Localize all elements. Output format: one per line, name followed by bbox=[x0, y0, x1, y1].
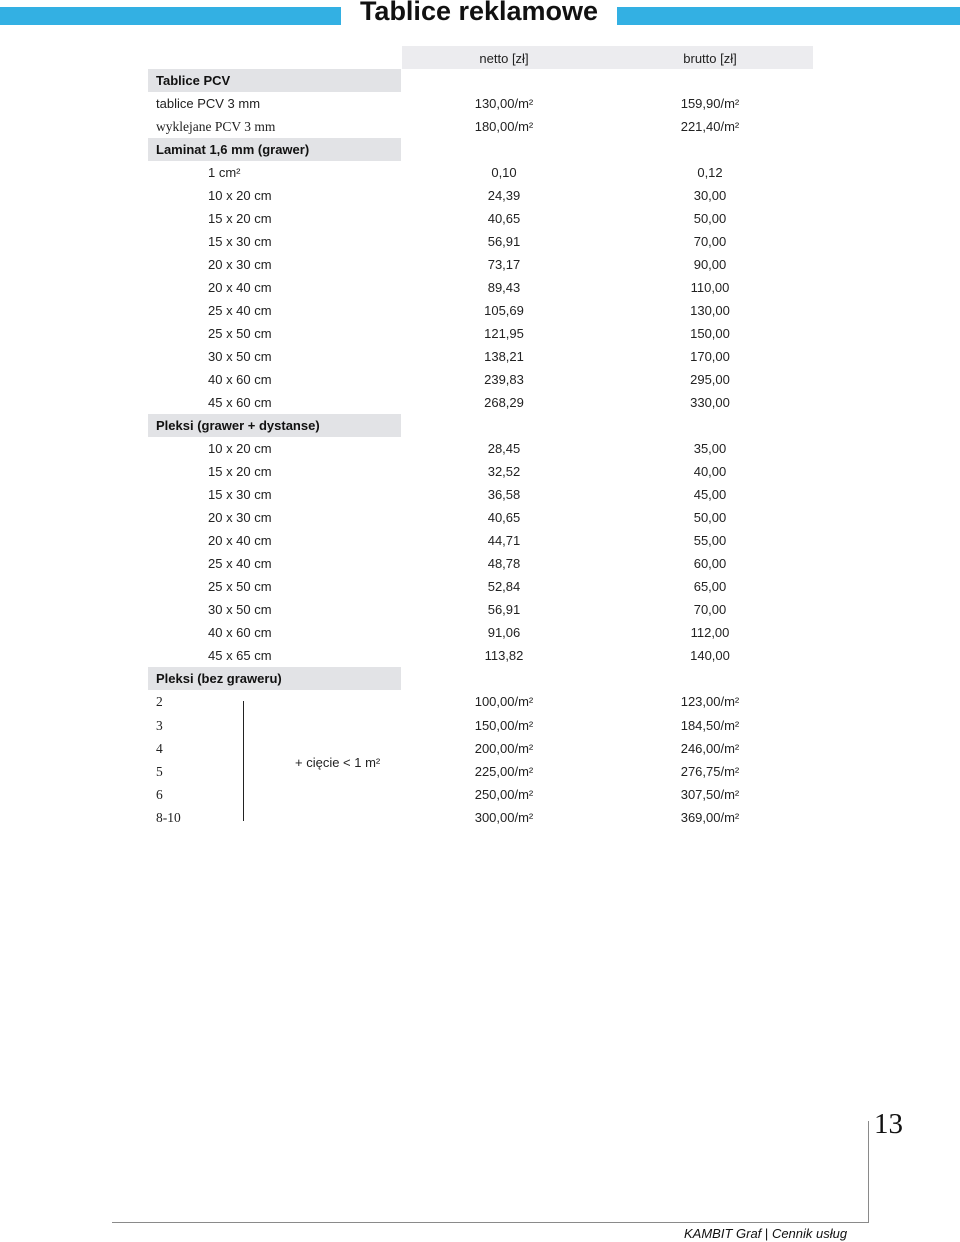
table-row bbox=[148, 644, 813, 667]
item-name: 25 x 50 cm bbox=[208, 326, 272, 341]
cutting-note: + cięcie < 1 m² bbox=[295, 755, 381, 770]
item-netto: 48,78 bbox=[487, 556, 521, 571]
item-name: 20 x 40 cm bbox=[208, 280, 272, 295]
footer-brand: KAMBIT Graf bbox=[684, 1226, 762, 1241]
table-row bbox=[148, 368, 813, 391]
item-brutto: 40,00 bbox=[693, 464, 727, 479]
table-row bbox=[148, 529, 813, 552]
page-number: 13 bbox=[874, 1108, 903, 1140]
item-brutto: 0,12 bbox=[697, 165, 723, 180]
item-brutto: 150,00 bbox=[690, 326, 730, 341]
item-netto: 300,00/m² bbox=[474, 810, 534, 825]
item-netto: 239,83 bbox=[484, 372, 524, 387]
item-name: 6 bbox=[156, 787, 163, 802]
item-netto: 105,69 bbox=[484, 303, 524, 318]
item-brutto: 112,00 bbox=[690, 625, 730, 640]
item-name: 40 x 60 cm bbox=[208, 372, 272, 387]
item-netto: 36,58 bbox=[487, 487, 521, 502]
item-netto: 150,00/m² bbox=[474, 718, 534, 733]
item-name: 15 x 30 cm bbox=[208, 487, 272, 502]
item-brutto: 130,00 bbox=[690, 303, 730, 318]
item-netto: 121,95 bbox=[484, 326, 524, 341]
table-row bbox=[148, 575, 813, 598]
section-header-pleksi-bez bbox=[148, 667, 813, 690]
item-netto: 225,00/m² bbox=[474, 764, 534, 779]
column-header-brutto: brutto [zł] bbox=[683, 51, 737, 66]
item-brutto: 70,00 bbox=[693, 602, 727, 617]
table-row bbox=[148, 598, 813, 621]
item-brutto: 184,50/m² bbox=[680, 718, 740, 733]
item-brutto: 30,00 bbox=[693, 188, 727, 203]
item-brutto: 50,00 bbox=[693, 211, 727, 226]
item-netto: 268,29 bbox=[484, 395, 524, 410]
item-brutto: 369,00/m² bbox=[680, 810, 740, 825]
item-name: 20 x 30 cm bbox=[208, 510, 272, 525]
item-brutto: 35,00 bbox=[693, 441, 727, 456]
header-bar-right bbox=[617, 7, 960, 25]
item-name: 20 x 40 cm bbox=[208, 533, 272, 548]
item-netto: 200,00/m² bbox=[474, 741, 534, 756]
item-name: 20 x 30 cm bbox=[208, 257, 272, 272]
table-row bbox=[148, 437, 813, 460]
table-row bbox=[148, 207, 813, 230]
item-brutto: 70,00 bbox=[693, 234, 727, 249]
footer-horizontal-rule bbox=[112, 1222, 869, 1223]
section-label: Pleksi (grawer + dystanse) bbox=[156, 418, 320, 433]
item-netto: 100,00/m² bbox=[474, 694, 534, 709]
table-row bbox=[148, 230, 813, 253]
item-netto: 91,06 bbox=[487, 625, 521, 640]
table-row bbox=[148, 714, 813, 737]
item-brutto: 140,00 bbox=[690, 648, 730, 663]
item-name: 3 bbox=[156, 718, 163, 733]
table-row bbox=[148, 737, 813, 760]
item-netto: 40,65 bbox=[487, 211, 521, 226]
item-netto: 28,45 bbox=[487, 441, 521, 456]
item-netto: 32,52 bbox=[487, 464, 521, 479]
item-name: tablice PCV 3 mm bbox=[156, 96, 261, 111]
table-row bbox=[148, 506, 813, 529]
header-bar-left bbox=[0, 7, 341, 25]
table-row bbox=[148, 690, 813, 713]
section-label: Laminat 1,6 mm (grawer) bbox=[156, 142, 310, 157]
item-netto: 130,00/m² bbox=[474, 96, 534, 111]
item-name: 15 x 20 cm bbox=[208, 464, 272, 479]
item-brutto: 45,00 bbox=[693, 487, 727, 502]
item-netto: 24,39 bbox=[487, 188, 521, 203]
item-brutto: 60,00 bbox=[693, 556, 727, 571]
section-header-pleksi-grawer bbox=[148, 414, 813, 437]
table-row bbox=[148, 276, 813, 299]
table-row bbox=[148, 253, 813, 276]
footer-separator: | bbox=[764, 1226, 769, 1241]
item-brutto: 90,00 bbox=[693, 257, 727, 272]
item-netto: 0,10 bbox=[491, 165, 517, 180]
item-netto: 40,65 bbox=[487, 510, 521, 525]
table-row bbox=[148, 92, 813, 115]
item-brutto: 221,40/m² bbox=[680, 119, 740, 134]
item-name: 25 x 40 cm bbox=[208, 303, 272, 318]
table-row bbox=[148, 391, 813, 414]
item-brutto: 307,50/m² bbox=[680, 787, 740, 802]
section-header-laminat bbox=[148, 138, 813, 161]
table-row bbox=[148, 184, 813, 207]
item-brutto: 65,00 bbox=[693, 579, 727, 594]
item-brutto: 170,00 bbox=[690, 349, 730, 364]
item-name: 40 x 60 cm bbox=[208, 625, 272, 640]
item-netto: 56,91 bbox=[487, 234, 521, 249]
item-netto: 56,91 bbox=[487, 602, 521, 617]
column-header-netto: netto [zł] bbox=[479, 51, 529, 66]
item-netto: 180,00/m² bbox=[474, 119, 534, 134]
item-name: 15 x 30 cm bbox=[208, 234, 272, 249]
item-brutto: 276,75/m² bbox=[680, 764, 740, 779]
table-row bbox=[148, 460, 813, 483]
section-header-pcv bbox=[148, 69, 813, 92]
item-netto: 89,43 bbox=[487, 280, 521, 295]
item-netto: 44,71 bbox=[487, 533, 521, 548]
item-brutto: 246,00/m² bbox=[680, 741, 740, 756]
item-name: 30 x 50 cm bbox=[208, 349, 272, 364]
item-brutto: 50,00 bbox=[693, 510, 727, 525]
group-bracket-line bbox=[243, 701, 244, 821]
table-row bbox=[148, 115, 813, 138]
item-netto: 73,17 bbox=[487, 257, 521, 272]
section-label: Pleksi (bez graweru) bbox=[156, 671, 282, 686]
footer-text bbox=[684, 1226, 847, 1241]
table-row bbox=[148, 806, 813, 829]
item-name: wyklejane PCV 3 mm bbox=[156, 119, 276, 134]
item-name: 15 x 20 cm bbox=[208, 211, 272, 226]
table-row bbox=[148, 299, 813, 322]
item-name: 30 x 50 cm bbox=[208, 602, 272, 617]
item-name: 5 bbox=[156, 764, 163, 779]
table-row bbox=[148, 483, 813, 506]
item-netto: 250,00/m² bbox=[474, 787, 534, 802]
item-netto: 138,21 bbox=[484, 349, 524, 364]
table-row bbox=[148, 161, 813, 184]
item-netto: 113,82 bbox=[484, 648, 524, 663]
section-label: Tablice PCV bbox=[156, 73, 231, 88]
table-row bbox=[148, 345, 813, 368]
item-name: 10 x 20 cm bbox=[208, 188, 272, 203]
table-row bbox=[148, 322, 813, 345]
item-brutto: 330,00 bbox=[690, 395, 730, 410]
item-name: 2 bbox=[156, 694, 163, 709]
item-name: 10 x 20 cm bbox=[208, 441, 272, 456]
item-brutto: 123,00/m² bbox=[680, 694, 740, 709]
table-row bbox=[148, 621, 813, 644]
item-name: 8-10 bbox=[156, 810, 181, 825]
item-name: 45 x 65 cm bbox=[208, 648, 272, 663]
table-row bbox=[148, 760, 813, 783]
item-brutto: 159,90/m² bbox=[680, 96, 740, 111]
footer-vertical-rule bbox=[868, 1121, 869, 1222]
footer-doc-title: Cennik usług bbox=[771, 1226, 848, 1241]
table-row bbox=[148, 783, 813, 806]
item-brutto: 55,00 bbox=[693, 533, 727, 548]
table-row bbox=[148, 552, 813, 575]
page-title: Tablice reklamowe bbox=[359, 0, 599, 26]
item-name: 25 x 50 cm bbox=[208, 579, 272, 594]
item-name: 4 bbox=[156, 741, 163, 756]
item-name: 45 x 60 cm bbox=[208, 395, 272, 410]
item-brutto: 110,00 bbox=[690, 280, 730, 295]
item-brutto: 295,00 bbox=[690, 372, 730, 387]
item-name: 1 cm² bbox=[208, 165, 241, 180]
item-name: 25 x 40 cm bbox=[208, 556, 272, 571]
item-netto: 52,84 bbox=[487, 579, 521, 594]
